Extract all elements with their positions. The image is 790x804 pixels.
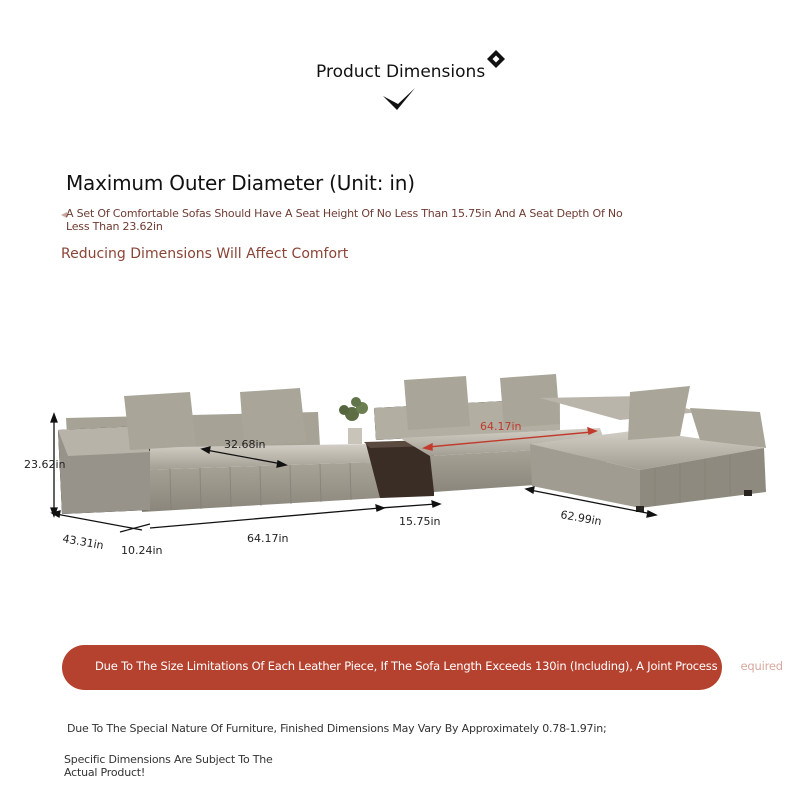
variance-note: Due To The Special Nature Of Furniture, Finished Dimensions May Vary By Approximately 0.78-1.97in; (67, 722, 607, 735)
comfort-note: A Set Of Comfortable Sofas Should Have A Seat Height Of No Less Than 15.75in And A Seat Depth Of No Less Than 23.62in (66, 207, 623, 233)
banner-text-faded: equired (740, 659, 783, 673)
sofa-dimension-diagram (0, 360, 790, 580)
checkmark-icon (381, 86, 417, 114)
plant-decoration (339, 397, 368, 444)
seat-depth-label: 32.68in (224, 438, 266, 451)
section-heading: Maximum Outer Diameter (Unit: in) (66, 171, 415, 195)
actual-product-note: Specific Dimensions Are Subject To The Actual Product! (64, 753, 273, 779)
sofa-illustration (58, 374, 766, 514)
table-width-label: 15.75in (399, 515, 441, 528)
banner-text-main: Due To The Size Limitations Of Each Leather Piece, If The Sofa Length Exceeds 130in (Including), A Joint Process Is R (95, 659, 741, 673)
joint-process-banner (62, 645, 783, 690)
middle-section-length-label: 64.17in (480, 420, 522, 433)
height-label: 23.62in (24, 458, 66, 471)
arm-width-label: 10.24in (121, 544, 163, 557)
depth-label: 43.31in (61, 532, 105, 553)
chaise-length-label: 62.99in (559, 508, 603, 529)
comfort-subheading: Reducing Dimensions Will Affect Comfort (61, 246, 349, 262)
left-section-length-label: 64.17in (247, 532, 289, 545)
diamond-icon (486, 49, 506, 69)
banner-text (95, 659, 783, 673)
page-title: Product Dimensions (316, 62, 486, 82)
